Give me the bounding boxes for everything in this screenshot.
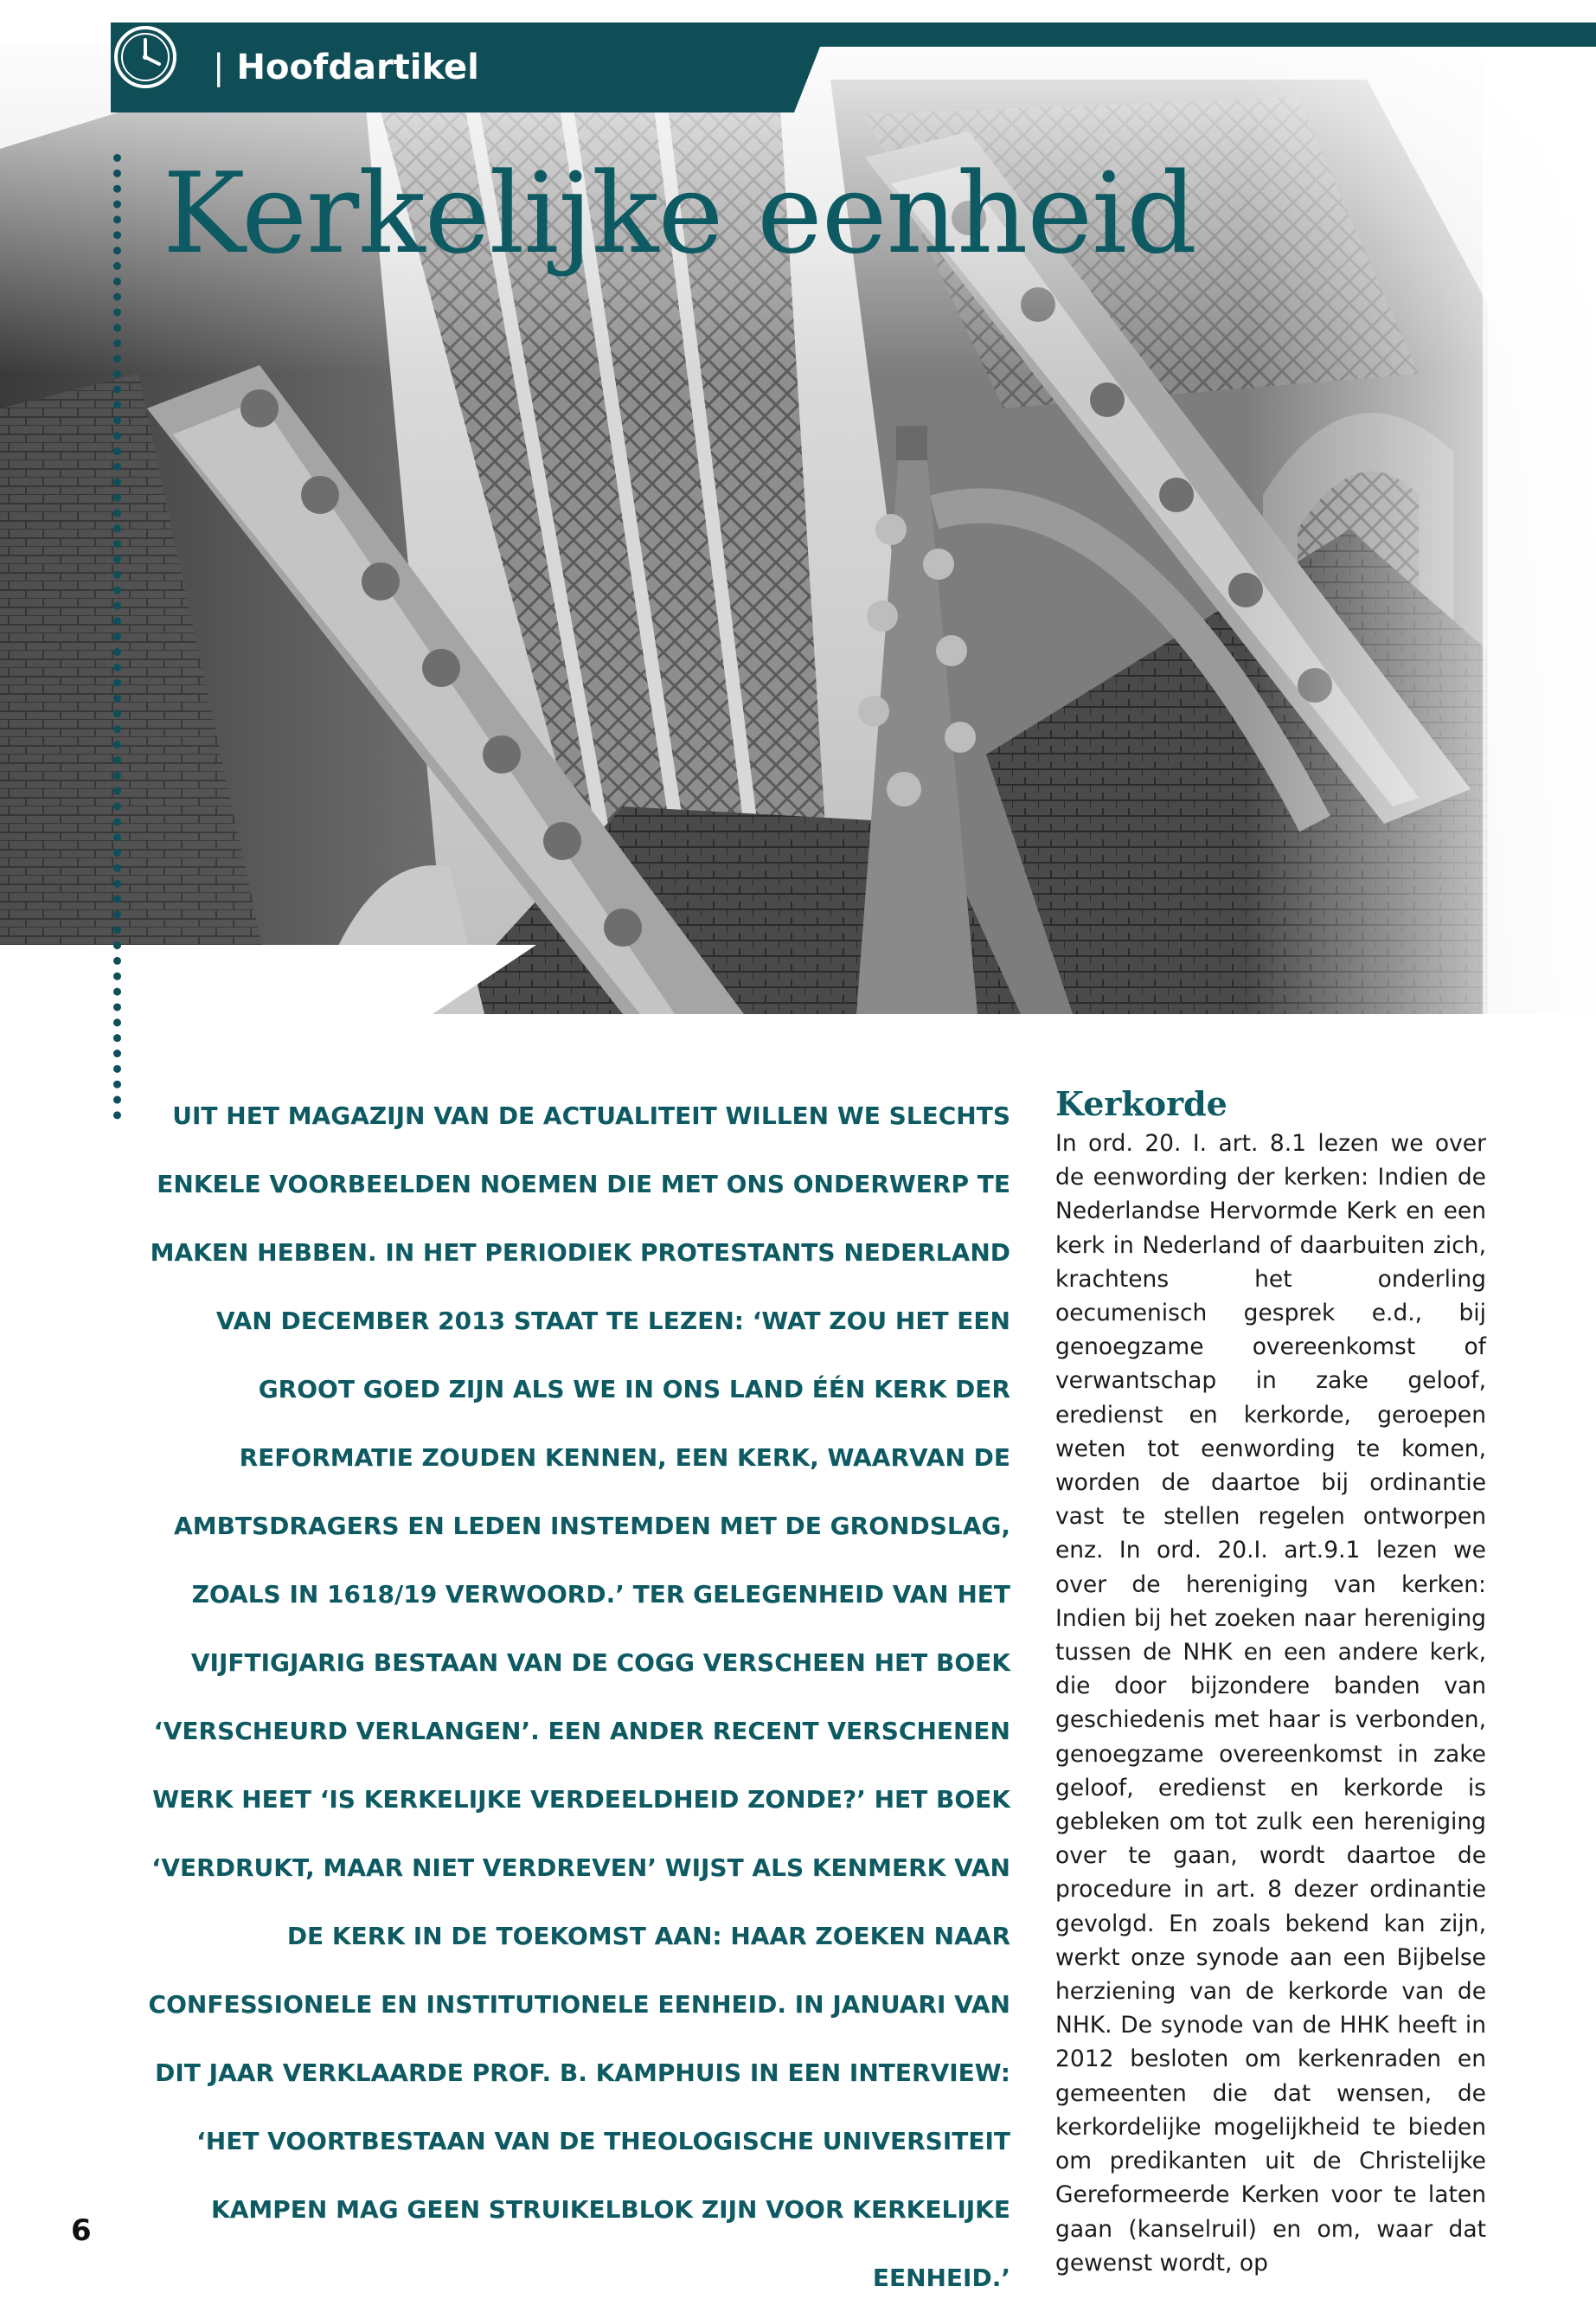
section-header-band — [111, 22, 1596, 112]
article-intro: UIT HET MAGAZIJN VAN DE ACTUALITEIT WILLEN WE SLECHTS ENKELE VOORBEELDEN NOEMEN DIE MET ONS ONDERWERP TE MAKEN HEBBEN. IN HET PERIODIEK PROTESTANTS NEDERLAND VAN DECEMBER 2013 STAAT TE LEZEN: ‘WAT ZOU HET EEN GROOT GOED ZIJN ALS WE IN ONS LAND ÉÉN KERK DER REFORMATIE ZOUDEN KENNEN, EEN KERK, WAARVAN DE AMBTSDRAGERS EN LEDEN INSTEMDEN MET DE GRONDSLAG, ZOALS IN 1618/19 VERWOORD.’ TER GELEGENHEID VAN HET VIJFTIGJARIG BESTAAN VAN DE COGG VERSCHEEN HET BOEK ‘VERSCHEURD VERLANGEN’. EEN ANDER RECENT VERSCHENEN WERK HEET ‘IS KERKELIJKE VERDEELDHEID ZONDE?’ HET BOEK ‘VERDRUKT, MAAR NIET VERDREVEN’ WIJST ALS KENMERK VAN DE KERK IN DE TOEKOMST AAN: HAAR ZOEKEN NAAR CONFESSIONELE EN INSTITUTIONELE EENHEID. IN JANUARI VAN DIT JAAR VERKLAARDE PROF. B. KAMPHUIS IN EEN INTERVIEW: ‘HET VOORTBESTAAN VAN DE THEOLOGISCHE UNIVERSITEIT KAMPEN MAG GEEN STRUIKELBLOK ZIJN VOOR KERKELIJKE EENHEID.’ — [148, 1101, 1010, 2292]
section-label-divider: | — [213, 48, 225, 87]
section-heading: Kerkorde — [1055, 1084, 1227, 1123]
clock-icon — [111, 22, 180, 92]
dotted-vertical-rule — [113, 154, 121, 1120]
section-body: In ord. 20. I. art. 8.1 lezen we over de eenwording der kerken: Indien de Nederlandse Hervormde Kerk en een kerk in Nederland of daarbuiten zich, krachtens het onderling oecumenisch gesprek e.d., bij genoegzame overeenkomst of verwantschap in zake geloof, eredienst en kerkorde, geroepen weten tot eenwording te komen, worden de daartoe bij ordinantie vast te stellen regelen ontworpen enz. In ord. 20.I. art.9.1 lezen we over de hereniging van kerken: Indien bij het zoeken naar hereniging tussen de NHK en een andere kerk, die door bijzondere banden van geschiedenis met haar is verbonden, genoegzame overeenkomst in zake geloof, eredienst en kerkorde is gebleken om tot zulk een hereniging over te gaan, wordt daartoe de procedure in art. 8 dezer ordinantie gevolgd. En zoals bekend kan zijn, werkt onze synode aan een Bijbelse herziening van de kerkorde van de NHK. De synode van de HHK heeft in 2012 besloten om kerkenraden en gemeenten die dat wensen, de kerkordelijke mogelijkheid te bieden om predikanten uit de Christelijke Gereformeerde Kerken voor te laten gaan (kanselruil) en om, waar dat gewenst wordt, op — [1055, 1130, 1486, 2277]
body-column — [1055, 1082, 1486, 2280]
article-title: Kerkelijke eenheid — [163, 150, 1196, 279]
section-label-text: Hoofdartikel — [236, 48, 479, 87]
section-label — [213, 43, 479, 92]
page-number: 6 — [71, 2213, 92, 2248]
